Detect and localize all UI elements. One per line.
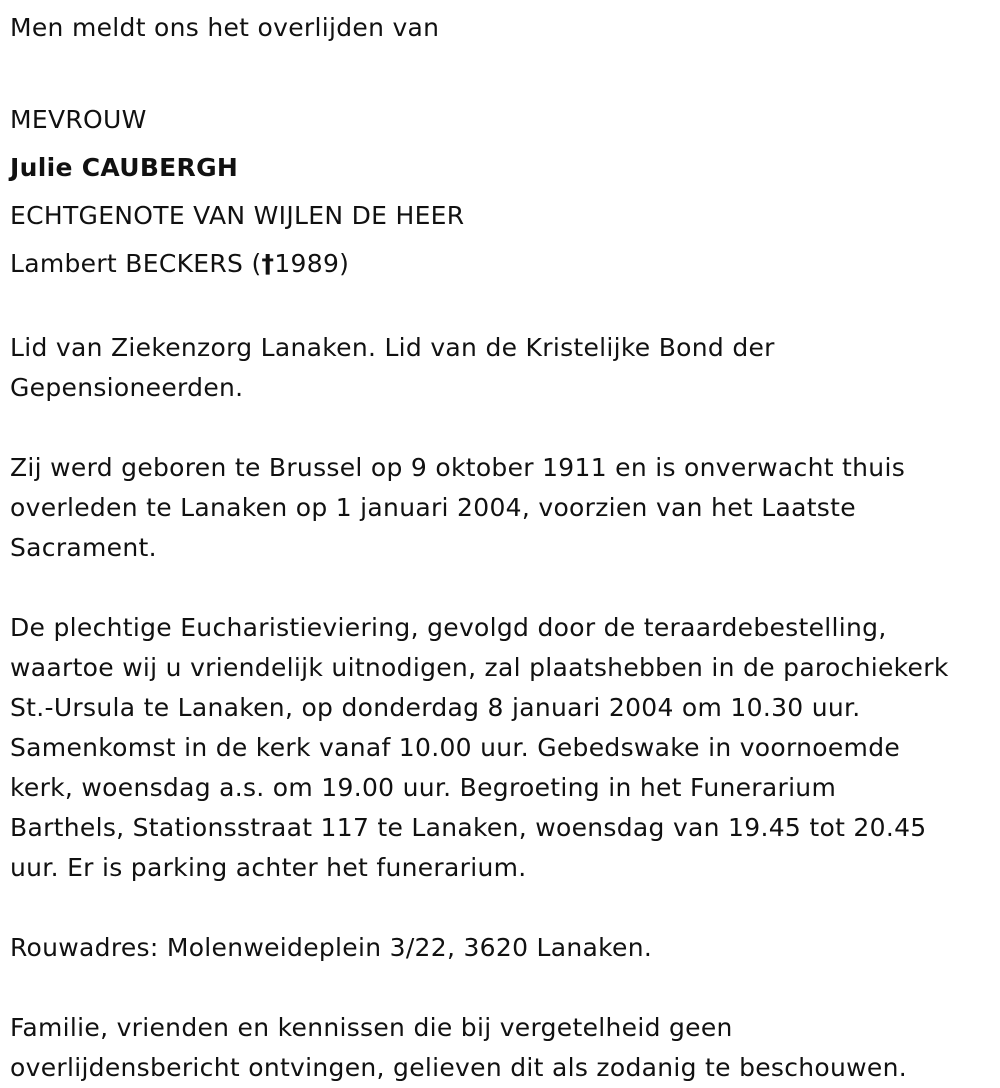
spacer [10,568,990,608]
spouse-line [10,240,990,288]
title-prefix: MEVROUW [10,105,147,134]
paragraph-line: Sacrament. [10,533,157,562]
spacer [10,48,990,56]
spacer [10,888,990,928]
closing-paragraph [10,1008,990,1088]
spouse-name: Lambert BECKERS ( [10,249,262,278]
address-text: Rouwadres: Molenweideplein 3/22, 3620 Lanaken. [10,933,653,962]
spacer [10,968,990,1008]
spacer [10,56,990,96]
paragraph-line: Barthels, Stationsstraat 117 te Lanaken, woensdag van 19.45 tot 20.45 [10,813,927,842]
spacer [10,288,990,328]
membership-paragraph [10,328,990,408]
paragraph-line: Gepensioneerden. [10,373,244,402]
deceased-name: Julie CAUBERGH [10,153,239,182]
paragraph-line: Zij werd geboren te Brussel op 9 oktober 1911 en is onverwacht thuis [10,453,906,482]
spacer [10,408,990,448]
paragraph-line: uur. Er is parking achter het funerarium. [10,853,527,882]
birth-death-paragraph [10,448,990,568]
ceremony-paragraph [10,608,990,888]
paragraph-line: Lid van Ziekenzorg Lanaken. Lid van de Kristelijke Bond der [10,333,775,362]
paragraph-line: kerk, woensdag a.s. om 19.00 uur. Begroeting in het Funerarium [10,773,837,802]
paragraph-line: Samenkomst in de kerk vanaf 10.00 uur. Gebedswake in voornoemde [10,733,901,762]
relation-text: ECHTGENOTE VAN WIJLEN DE HEER [10,201,465,230]
paragraph-line: De plechtige Eucharistieviering, gevolgd door de teraardebestelling, [10,613,887,642]
paragraph-line: St.-Ursula te Lanaken, op donderdag 8 januari 2004 om 10.30 uur. [10,693,861,722]
paragraph-line: overlijdensbericht ontvingen, gelieven dit als zodanig te beschouwen. [10,1053,907,1082]
paragraph-line: Familie, vrienden en kennissen die bij vergetelheid geen [10,1013,733,1042]
paragraph-line: overleden te Lanaken op 1 januari 2004, voorzien van het Laatste [10,493,856,522]
spouse-year: 1989) [274,249,350,278]
paragraph-line: waartoe wij u vriendelijk uitnodigen, zal plaatshebben in de parochiekerk [10,653,949,682]
cross-icon: † [261,249,275,278]
intro-text: Men meldt ons het overlijden van [10,13,440,42]
